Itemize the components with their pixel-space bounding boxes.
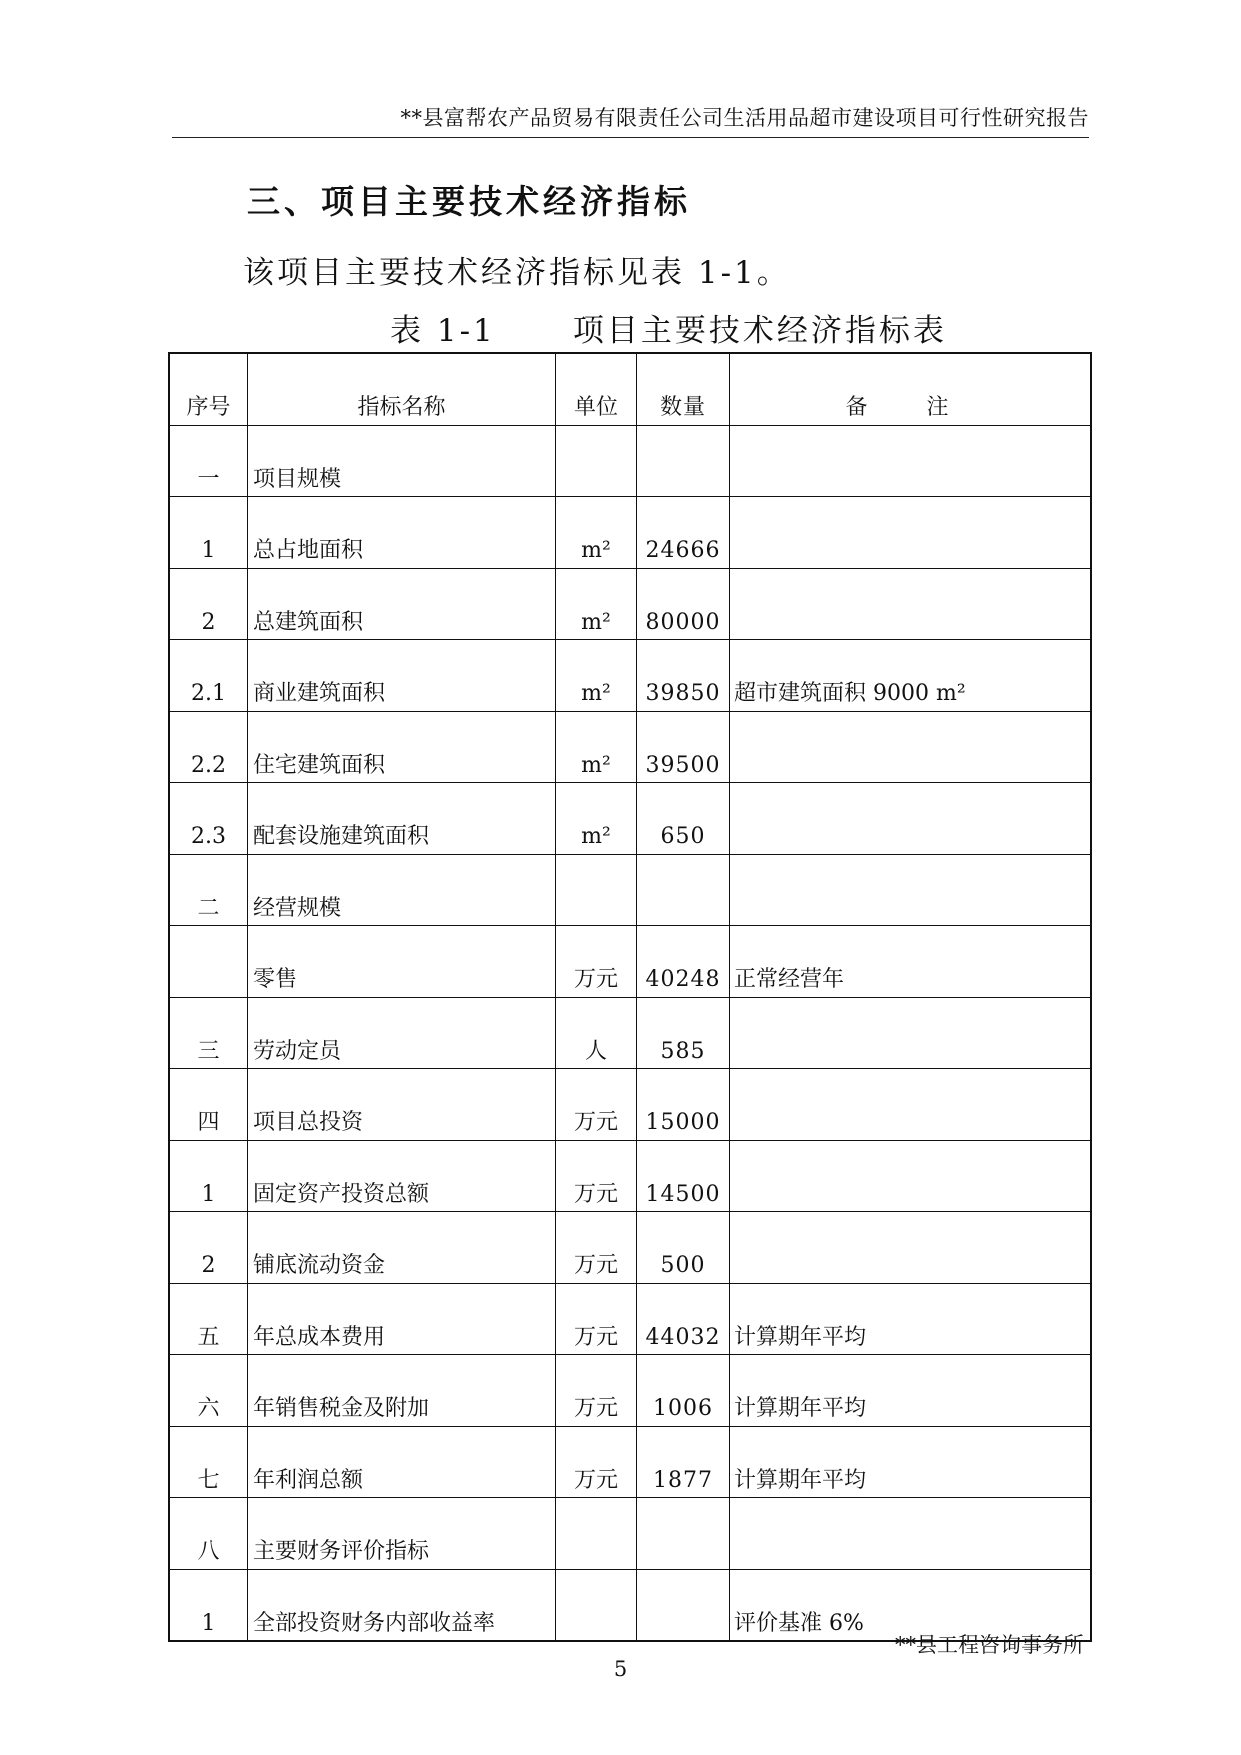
cell-seq: 2.2 <box>169 711 248 783</box>
cell-quantity: 500 <box>637 1212 730 1284</box>
cell-quantity: 1877 <box>637 1426 730 1498</box>
table-row <box>169 1212 1091 1284</box>
cell-note: 评价基准 6% <box>730 1569 1092 1641</box>
cell-unit: m² <box>556 497 637 569</box>
cell-unit: m² <box>556 711 637 783</box>
cell-seq: 2.1 <box>169 640 248 712</box>
cell-unit: 万元 <box>556 1212 637 1284</box>
cell-name: 全部投资财务内部收益率 <box>248 1569 556 1641</box>
table-row <box>169 711 1091 783</box>
cell-unit: m² <box>556 640 637 712</box>
cell-seq: 1 <box>169 1140 248 1212</box>
header-divider <box>172 137 1089 138</box>
cell-seq: 八 <box>169 1498 248 1570</box>
cell-quantity: 650 <box>637 783 730 855</box>
cell-seq: 二 <box>169 854 248 926</box>
cell-quantity: 15000 <box>637 1069 730 1141</box>
table-row <box>169 568 1091 640</box>
cell-note <box>730 997 1092 1069</box>
table-row <box>169 1283 1091 1355</box>
cell-quantity <box>637 1498 730 1570</box>
cell-note: 正常经营年 <box>730 926 1092 998</box>
table-row <box>169 640 1091 712</box>
cell-quantity: 39850 <box>637 640 730 712</box>
cell-name: 主要财务评价指标 <box>248 1498 556 1570</box>
cell-note <box>730 783 1092 855</box>
page-header: **县富帮农产品贸易有限责任公司生活用品超市建设项目可行性研究报告 <box>400 106 1089 130</box>
table-row <box>169 1426 1091 1498</box>
cell-note: 计算期年平均 <box>730 1355 1092 1427</box>
cell-unit <box>556 1569 637 1641</box>
column-header-unit: 单位 <box>556 353 637 425</box>
cell-note: 超市建筑面积 9000 m² <box>730 640 1092 712</box>
cell-seq: 2 <box>169 568 248 640</box>
cell-name: 项目规模 <box>248 425 556 497</box>
table-row <box>169 1140 1091 1212</box>
table-body <box>169 425 1091 1641</box>
cell-name: 经营规模 <box>248 854 556 926</box>
cell-name: 配套设施建筑面积 <box>248 783 556 855</box>
page-number: 5 <box>613 1657 628 1681</box>
cell-name: 商业建筑面积 <box>248 640 556 712</box>
cell-unit: m² <box>556 783 637 855</box>
cell-seq: 2.3 <box>169 783 248 855</box>
cell-note <box>730 568 1092 640</box>
table-row <box>169 997 1091 1069</box>
cell-name: 劳动定员 <box>248 997 556 1069</box>
cell-seq: 四 <box>169 1069 248 1141</box>
cell-note <box>730 1140 1092 1212</box>
cell-name: 总建筑面积 <box>248 568 556 640</box>
cell-note: 计算期年平均 <box>730 1283 1092 1355</box>
cell-name: 总占地面积 <box>248 497 556 569</box>
column-header-quantity: 数量 <box>637 353 730 425</box>
column-header-seq: 序号 <box>169 353 248 425</box>
cell-unit: 万元 <box>556 926 637 998</box>
cell-quantity: 585 <box>637 997 730 1069</box>
cell-quantity: 24666 <box>637 497 730 569</box>
cell-quantity <box>637 854 730 926</box>
cell-quantity: 39500 <box>637 711 730 783</box>
table-row <box>169 926 1091 998</box>
cell-unit <box>556 854 637 926</box>
cell-name: 年利润总额 <box>248 1426 556 1498</box>
table-row <box>169 854 1091 926</box>
cell-quantity: 44032 <box>637 1283 730 1355</box>
cell-note <box>730 1069 1092 1141</box>
cell-note <box>730 497 1092 569</box>
cell-seq: 2 <box>169 1212 248 1284</box>
table-row <box>169 1498 1091 1570</box>
cell-note <box>730 1498 1092 1570</box>
footer-organization: **县工程咨询事务所 <box>895 1633 1084 1657</box>
cell-seq: 1 <box>169 1569 248 1641</box>
column-header-note: 备 注 <box>730 353 1092 425</box>
cell-seq: 五 <box>169 1283 248 1355</box>
cell-unit <box>556 425 637 497</box>
table-row <box>169 497 1091 569</box>
cell-quantity: 1006 <box>637 1355 730 1427</box>
cell-name: 铺底流动资金 <box>248 1212 556 1284</box>
cell-note <box>730 711 1092 783</box>
cell-note: 计算期年平均 <box>730 1426 1092 1498</box>
cell-name: 固定资产投资总额 <box>248 1140 556 1212</box>
cell-note <box>730 425 1092 497</box>
indicators-table <box>168 352 1092 1642</box>
cell-quantity: 14500 <box>637 1140 730 1212</box>
cell-seq <box>169 926 248 998</box>
cell-quantity <box>637 1569 730 1641</box>
cell-name: 项目总投资 <box>248 1069 556 1141</box>
table-caption: 表 1-1 项目主要技术经济指标表 <box>390 313 947 349</box>
intro-paragraph: 该项目主要技术经济指标见表 1-1。 <box>243 255 791 291</box>
table-header-row <box>169 353 1091 425</box>
cell-seq: 三 <box>169 997 248 1069</box>
cell-note <box>730 1212 1092 1284</box>
cell-name: 年总成本费用 <box>248 1283 556 1355</box>
cell-unit: 万元 <box>556 1140 637 1212</box>
cell-name: 年销售税金及附加 <box>248 1355 556 1427</box>
cell-quantity: 80000 <box>637 568 730 640</box>
cell-unit: m² <box>556 568 637 640</box>
column-header-name: 指标名称 <box>248 353 556 425</box>
cell-quantity: 40248 <box>637 926 730 998</box>
cell-unit: 万元 <box>556 1426 637 1498</box>
table-row <box>169 1355 1091 1427</box>
table-row <box>169 783 1091 855</box>
cell-name: 零售 <box>248 926 556 998</box>
cell-seq: 1 <box>169 497 248 569</box>
cell-unit: 万元 <box>556 1283 637 1355</box>
cell-note <box>730 854 1092 926</box>
table-row <box>169 425 1091 497</box>
section-title: 三、项目主要技术经济指标 <box>247 182 691 221</box>
cell-quantity <box>637 425 730 497</box>
cell-unit: 人 <box>556 997 637 1069</box>
cell-seq: 六 <box>169 1355 248 1427</box>
cell-name: 住宅建筑面积 <box>248 711 556 783</box>
cell-unit: 万元 <box>556 1069 637 1141</box>
cell-seq: 一 <box>169 425 248 497</box>
cell-unit <box>556 1498 637 1570</box>
table-row <box>169 1069 1091 1141</box>
cell-seq: 七 <box>169 1426 248 1498</box>
cell-unit: 万元 <box>556 1355 637 1427</box>
